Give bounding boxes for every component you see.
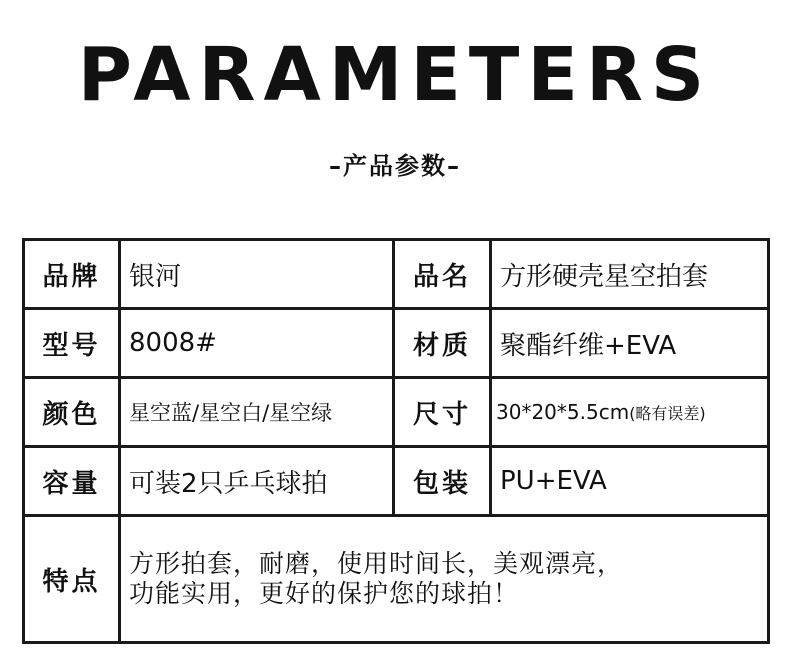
table-row bbox=[24, 516, 769, 643]
packing-label: 包装 bbox=[394, 447, 491, 516]
packing-value: PU+EVA bbox=[491, 447, 769, 516]
brand-label: 品牌 bbox=[24, 240, 120, 309]
material-label: 材质 bbox=[394, 309, 491, 378]
brand-value: 银河 bbox=[120, 240, 394, 309]
page-subtitle: –产品参数– bbox=[329, 152, 461, 180]
table-row bbox=[24, 309, 769, 378]
size-note: (略有误差) bbox=[629, 404, 706, 423]
feature-line-2: 功能实用，更好的保护您的球拍！ bbox=[129, 579, 520, 608]
parameters-table bbox=[22, 238, 770, 644]
color-label: 颜色 bbox=[24, 378, 120, 447]
size-value: 30*20*5.5cm bbox=[496, 400, 630, 424]
feature-value bbox=[120, 516, 769, 643]
capacity-label: 容量 bbox=[24, 447, 120, 516]
table-row bbox=[24, 240, 769, 309]
feature-label: 特点 bbox=[24, 516, 120, 643]
page-title: PARAMETERS bbox=[77, 32, 713, 118]
table-row bbox=[24, 447, 769, 516]
capacity-value: 可装2只乒乓球拍 bbox=[120, 447, 394, 516]
color-value: 星空蓝/星空白/星空绿 bbox=[120, 378, 394, 447]
model-label: 型号 bbox=[24, 309, 120, 378]
table-row bbox=[24, 378, 769, 447]
product-name-value: 方形硬壳星空拍套 bbox=[491, 240, 769, 309]
size-label: 尺寸 bbox=[394, 378, 491, 447]
feature-line-1: 方形拍套，耐磨，使用时间长，美观漂亮， bbox=[129, 549, 624, 578]
size-cell bbox=[491, 378, 769, 447]
model-value: 8008# bbox=[120, 309, 394, 378]
product-name-label: 品名 bbox=[394, 240, 491, 309]
material-value: 聚酯纤维+EVA bbox=[491, 309, 769, 378]
